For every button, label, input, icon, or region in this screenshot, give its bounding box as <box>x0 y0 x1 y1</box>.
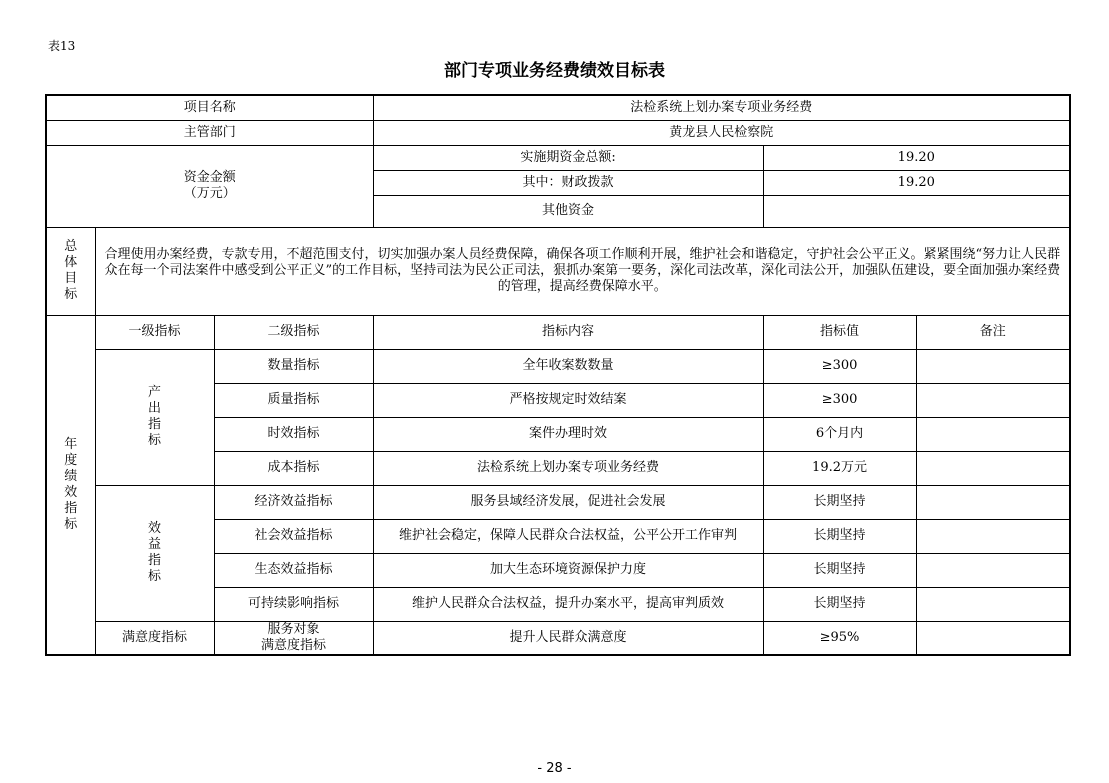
table-row <box>46 349 1070 383</box>
note-cell <box>916 349 1070 383</box>
level2-cell: 可持续影响指标 <box>214 587 373 621</box>
content-cell: 全年收案数数量 <box>373 349 763 383</box>
indicator-header-row <box>46 315 1070 349</box>
content-cell: 维护人民群众合法权益，提升办案水平，提高审判质效 <box>373 587 763 621</box>
overall-goal-label: 总 体 目 标 <box>46 227 95 315</box>
funds-label-line1: 资金金额 <box>183 170 236 185</box>
level2-cell: 成本指标 <box>214 451 373 485</box>
header-level1: 一级指标 <box>95 315 214 349</box>
header-level2: 二级指标 <box>214 315 373 349</box>
satisfaction-row <box>46 621 1070 655</box>
header-value: 指标值 <box>763 315 916 349</box>
funds-other-label: 其他资金 <box>373 195 763 227</box>
funds-label <box>46 145 373 227</box>
level2-cell: 社会效益指标 <box>214 519 373 553</box>
content-cell: 法检系统上划办案专项业务经费 <box>373 451 763 485</box>
document-title: 部门专项业务经费绩效目标表 <box>444 61 665 81</box>
page-number: - 28 - <box>537 761 572 776</box>
benefit-indicator-label: 效 益 指 标 <box>95 485 214 621</box>
level2-cell: 生态效益指标 <box>214 553 373 587</box>
note-cell <box>916 587 1070 621</box>
content-cell: 严格按规定时效结案 <box>373 383 763 417</box>
overall-goal-row <box>46 227 1070 315</box>
note-cell <box>916 485 1070 519</box>
satisfaction-level2-line2: 满意度指标 <box>261 637 327 653</box>
satisfaction-level2-line1: 服务对象 <box>267 621 320 637</box>
project-row <box>46 95 1070 120</box>
satisfaction-value: ≥95% <box>763 621 916 655</box>
satisfaction-content: 提升人民群众满意度 <box>373 621 763 655</box>
value-cell: 长期坚持 <box>763 485 916 519</box>
header-content: 指标内容 <box>373 315 763 349</box>
level2-cell: 质量指标 <box>214 383 373 417</box>
satisfaction-level1: 满意度指标 <box>95 621 214 655</box>
annual-indicator-label: 年 度 绩 效 指 标 <box>46 315 95 655</box>
funds-total-value: 19.20 <box>763 145 1070 170</box>
project-label: 项目名称 <box>46 95 373 120</box>
value-cell: 19.2万元 <box>763 451 916 485</box>
funds-label-line2: （万元） <box>183 186 236 201</box>
department-row <box>46 120 1070 145</box>
department-value: 黄龙县人民检察院 <box>373 120 1070 145</box>
funds-other-value <box>763 195 1070 227</box>
content-cell: 加大生态环境资源保护力度 <box>373 553 763 587</box>
satisfaction-note <box>916 621 1070 655</box>
value-cell: 长期坚持 <box>763 553 916 587</box>
header-note: 备注 <box>916 315 1070 349</box>
overall-goal-text: 合理使用办案经费，专款专用，不超范围支付，切实加强办案人员经费保障，确保各项工作顺利开展，维护社会和谐稳定，守护社会公平正义。紧紧围绕“努力让人民群众在每一个司法案件中感受到公平正义”的工作目标，坚持司法为民公正司法，狠抓办案第一要务，深化司法改革，深化司法公开，加强队伍建设，要全面加强办案经费的管理，提高经费保障水平。 <box>95 227 1070 315</box>
output-indicator-label: 产 出 指 标 <box>95 349 214 485</box>
note-cell <box>916 553 1070 587</box>
note-cell <box>916 519 1070 553</box>
project-value: 法检系统上划办案专项业务经费 <box>373 95 1070 120</box>
value-cell: 长期坚持 <box>763 519 916 553</box>
table-row <box>46 485 1070 519</box>
funds-total-row <box>46 145 1070 170</box>
value-cell: 6个月内 <box>763 417 916 451</box>
funds-fiscal-label: 其中：财政拨款 <box>373 170 763 195</box>
value-cell: ≥300 <box>763 383 916 417</box>
level2-cell: 时效指标 <box>214 417 373 451</box>
funds-total-label: 实施期资金总额: <box>373 145 763 170</box>
value-cell: ≥300 <box>763 349 916 383</box>
content-cell: 维护社会稳定，保障人民群众合法权益，公平公开工作审判 <box>373 519 763 553</box>
value-cell: 长期坚持 <box>763 587 916 621</box>
level2-cell: 经济效益指标 <box>214 485 373 519</box>
note-cell <box>916 417 1070 451</box>
department-label: 主管部门 <box>46 120 373 145</box>
table-number: 表13 <box>48 39 76 53</box>
content-cell: 案件办理时效 <box>373 417 763 451</box>
note-cell <box>916 451 1070 485</box>
funds-fiscal-value: 19.20 <box>763 170 1070 195</box>
content-cell: 服务县域经济发展，促进社会发展 <box>373 485 763 519</box>
performance-table <box>45 94 1071 656</box>
level2-cell: 数量指标 <box>214 349 373 383</box>
satisfaction-level2 <box>214 621 373 655</box>
note-cell <box>916 383 1070 417</box>
